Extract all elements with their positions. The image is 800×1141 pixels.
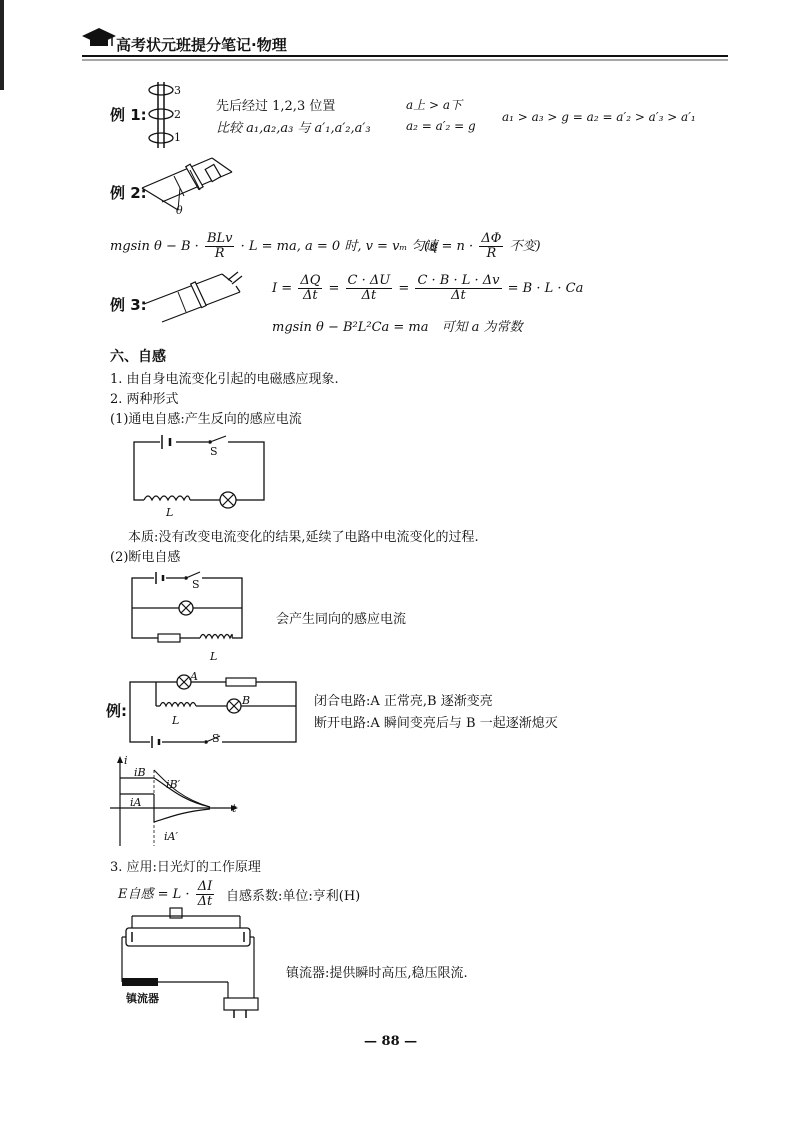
q-rhs: 不变) xyxy=(509,239,541,254)
inclined-rail-diagram xyxy=(142,150,252,216)
emf-numerator: ΔI xyxy=(197,879,213,894)
eq-lhs: mgsin θ − B · xyxy=(110,239,199,254)
circuit2-inductor-label: L xyxy=(210,650,218,663)
circuit1-inductor-label: L xyxy=(166,506,174,519)
lamp-a-label: A xyxy=(190,670,198,683)
charge-equation xyxy=(424,232,541,261)
item-2: 2. 两种形式 xyxy=(110,392,179,407)
emf-denominator: Δt xyxy=(197,894,213,909)
frac-cdu-dt xyxy=(346,274,393,303)
emf-equation xyxy=(118,880,216,909)
unit-text: 自感系数:单位:亨利(H) xyxy=(226,889,361,904)
graph-ib-prime: iB′ xyxy=(166,778,181,791)
header-title: 高考状元班提分笔记·物理 xyxy=(116,36,287,54)
di-dt-fraction xyxy=(196,880,215,909)
example1-line1: 先后经过 1,2,3 位置 xyxy=(216,99,336,114)
q-numerator: ΔΦ xyxy=(481,231,502,246)
i-rhs: = B · L · Ca xyxy=(507,281,584,296)
graph-i-axis: i xyxy=(124,754,128,767)
current-equation xyxy=(272,274,583,303)
example1-mid2: a₂ = a′₂ = g xyxy=(406,119,476,133)
f1-den: Δt xyxy=(303,288,318,303)
graph-ib: iB xyxy=(134,766,146,779)
rail-capacitor-diagram xyxy=(144,268,254,330)
theta-label: θ xyxy=(176,204,183,217)
page-number: — 88 — xyxy=(364,1034,418,1049)
graduation-cap-icon xyxy=(82,28,116,50)
blv-fraction xyxy=(205,232,235,261)
graph-ia-prime: iA′ xyxy=(164,830,178,843)
example-line2: 断开电路:A 瞬间变亮后与 B 一起逐渐熄灭 xyxy=(314,716,558,731)
circuit-power-off-diagram xyxy=(128,572,248,652)
sub-2: (2)断电自感 xyxy=(110,550,181,565)
page-edge-bar xyxy=(0,0,4,90)
example3-label: 例 3: xyxy=(110,296,147,314)
circuit2-switch-label: S xyxy=(192,578,200,591)
ballast-label: 镇流器 xyxy=(126,992,159,1005)
frac-denominator: R xyxy=(214,246,225,261)
frac-numerator: BLv xyxy=(206,231,233,246)
application-title: 3. 应用:日光灯的工作原理 xyxy=(110,860,261,875)
example-inductor-label: L xyxy=(172,714,180,727)
essence-text: 本质:没有改变电流变化的结果,延续了电路中电流变化的过程. xyxy=(128,530,479,545)
example2-equation xyxy=(110,232,438,261)
graph-ia: iA xyxy=(130,796,142,809)
eq-rhs: · L = ma, a = 0 时, v = vₘ 匀速 xyxy=(240,239,438,254)
eq-sign-2: = xyxy=(398,281,410,296)
emf-lhs: E自感 = L · xyxy=(118,887,190,902)
fluorescent-lamp-diagram xyxy=(118,906,258,1026)
example1-line2: 比较 a₁,a₂,a₃ 与 a′₁,a′₂,a′₃ xyxy=(216,121,371,136)
circuit-power-on-diagram xyxy=(130,434,270,514)
circuit2-note: 会产生同向的感应电流 xyxy=(276,612,407,627)
q-denominator: R xyxy=(486,246,497,261)
example1-mid1: a上 > a下 xyxy=(406,98,462,112)
q-lhs: (q = n · xyxy=(424,239,474,254)
ballast-note: 镇流器:提供瞬时高压,稳压限流. xyxy=(286,966,468,981)
position-2: 2 xyxy=(174,108,181,121)
f3-num: C · B · L · Δv xyxy=(417,273,500,288)
example2-label: 例 2: xyxy=(110,184,147,202)
example-line1: 闭合电路:A 正常亮,B 逐渐变亮 xyxy=(314,694,493,709)
circuit1-switch-label: S xyxy=(210,445,218,458)
frac-cbldv-dt xyxy=(415,274,501,303)
example-label: 例: xyxy=(106,702,127,720)
position-1: 1 xyxy=(174,131,181,144)
example-switch-label: S xyxy=(212,732,220,745)
item-1: 1. 由自身电流变化引起的电磁感应现象. xyxy=(110,372,339,387)
i-lhs: I = xyxy=(272,281,293,296)
example1-label: 例 1: xyxy=(110,106,147,124)
frac-dq-dt xyxy=(298,274,322,303)
f2-den: Δt xyxy=(361,288,377,303)
eq-sign-1: = xyxy=(328,281,340,296)
example1-right: a₁ > a₃ > g = a₂ = a′₂ > a′₃ > a′₁ xyxy=(502,110,696,124)
graph-t-axis: t xyxy=(232,802,237,815)
sub-1: (1)通电自感:产生反向的感应电流 xyxy=(110,412,302,427)
position-3: 3 xyxy=(174,84,181,97)
example3-line2: mgsin θ − B²L²Ca = ma 可知 a 为常数 xyxy=(272,320,523,335)
lamp-b-label: B xyxy=(242,694,251,707)
section-title: 六、自感 xyxy=(110,349,166,365)
f3-den: Δt xyxy=(451,288,466,303)
header-rule xyxy=(82,55,728,63)
f1-num: ΔQ xyxy=(300,273,321,288)
flux-fraction xyxy=(479,232,503,261)
f2-num: C · ΔU xyxy=(347,273,391,288)
